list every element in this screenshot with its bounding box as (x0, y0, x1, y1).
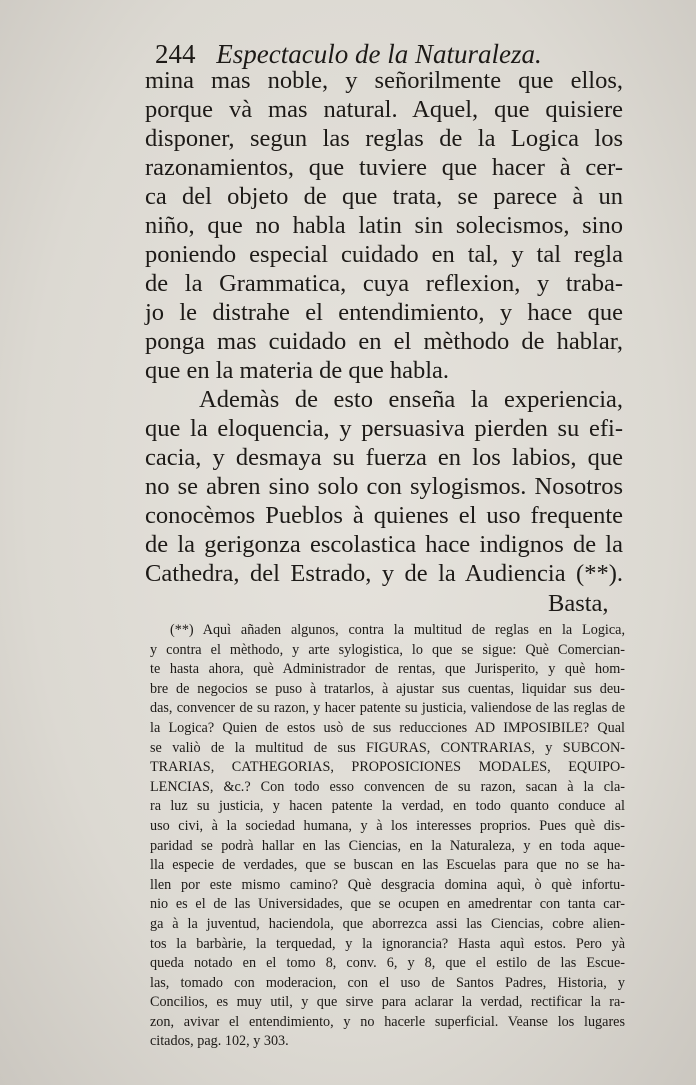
footnote-line: bre de negocios se puso à tratarlos, à ajustar sus cuentas, liquidar sus deu- (150, 680, 625, 697)
footnote-line: queda notado en el tomo 8, conv. 6, y 8, que el estilo de las Escue- (150, 955, 625, 972)
body-line: que en la materia de que habla. (145, 357, 450, 384)
footnote-line: TRARIAS, CATHEGORIAS, PROPOSICIONES MODALES, EQUIPO- (150, 759, 625, 776)
body-line: no se abren sino solo con sylogismos. Nosotros (145, 473, 623, 500)
footnote-line: tos la barbàrie, la terquedad, y la ignorancia? Hasta aquì estos. Pero yà (150, 935, 625, 952)
main-text (145, 66, 623, 588)
body-line: de la Grammatica, cuya reflexion, y traba- (145, 270, 623, 297)
body-line: razonamientos, que tuviere que hacer à cer- (145, 154, 623, 181)
body-line: ca del objeto de que trata, se parece à un (145, 183, 623, 210)
footnote-line: se valiò de la multitud de sus FIGURAS, CONTRARIAS, y SUBCON- (150, 739, 625, 756)
footnote-line: y contra el mèthodo, y arte sylogistica, lo que se sigue: Què Comercian- (150, 641, 625, 658)
footnote-line: paridad se podrà hallar en las Ciencias, en la Naturaleza, y en toda aque- (150, 837, 625, 854)
footnote-line: llen por este mismo camino? Què desgracia domina aquì, ò què infortu- (150, 876, 625, 893)
footnote-line: ga à la juventud, haciendola, que aborrezca assi las Ciencias, cobre alien- (150, 915, 625, 932)
footnote-line: zon, avivar el entendimiento, y no hacerle superficial. Veanse los lugares (150, 1013, 625, 1030)
body-line: Ademàs de esto enseña la experiencia, (199, 386, 623, 413)
body-line: cacia, y desmaya su fuerza en los labios, que (145, 444, 623, 471)
body-line: ponga mas cuidado en el mèthodo de hablar, (145, 328, 623, 355)
body-line: jo le distrahe el entendimiento, y hace que (145, 299, 623, 326)
body-line: porque và mas natural. Aquel, que quisiere (145, 96, 623, 123)
body-line: disponer, segun las reglas de la Logica los (145, 125, 623, 152)
body-line: poniendo especial cuidado en tal, y tal regla (145, 241, 623, 268)
footnote-line: la Logica? Quien de estos usò de sus reducciones AD IMPOSIBILE? Qual (150, 719, 625, 736)
footnote-line: (**) Aquì añaden algunos, contra la multitud de reglas en la Logica, (170, 622, 625, 638)
body-line: conocèmos Pueblos à quienes el uso frequente (145, 502, 623, 529)
footnote-line: las, tomado con moderacion, con el uso de Santos Padres, Historia, y (150, 974, 625, 991)
body-line: de la gerigonza escolastica hace indignos de la (145, 531, 623, 558)
body-line: que la eloquencia, y persuasiva pierden su efi- (145, 415, 623, 442)
footnote-line: citados, pag. 102, y 303. (150, 1033, 289, 1050)
footnote-line: Concilios, es muy util, y que sirve para aclarar la verdad, rectificar la ra- (150, 994, 625, 1011)
body-line: Cathedra, del Estrado, y de la Audiencia (**). (145, 560, 623, 587)
footnote-line: uso civi, à la sociedad humana, y à los interesses proprios. Pues què dis- (150, 817, 625, 834)
footnote (150, 621, 625, 1052)
footnote-line: nio es el de las Universidades, que se ocupen en amedrentar con tanta car- (150, 896, 625, 913)
footnote-line: LENCIAS, &c.? Con todo esso convencen de su razon, sacan à la cla- (150, 778, 625, 795)
footnote-line: ra luz su justicia, y hacen patente la verdad, en todo quanto conduce al (150, 798, 625, 815)
footnote-line: lla especie de verdades, que se buscan en las Escuelas para que no se ha- (150, 857, 625, 874)
body-line: mina mas noble, y señorilmente que ellos, (145, 67, 623, 94)
catchword: Basta, (548, 590, 609, 617)
footnote-line: das, convencer de su razon, y hacer patente su justicia, valiendose de las reglas de (150, 700, 625, 717)
footnote-line: te hasta ahora, què Administrador de rentas, que Jurisperito, y què hom- (150, 661, 625, 678)
running-title: Espectaculo de la Naturaleza. (216, 39, 542, 69)
page-number: 244 (155, 39, 196, 69)
body-line: niño, que no habla latin sin solecismos, sino (145, 212, 623, 239)
